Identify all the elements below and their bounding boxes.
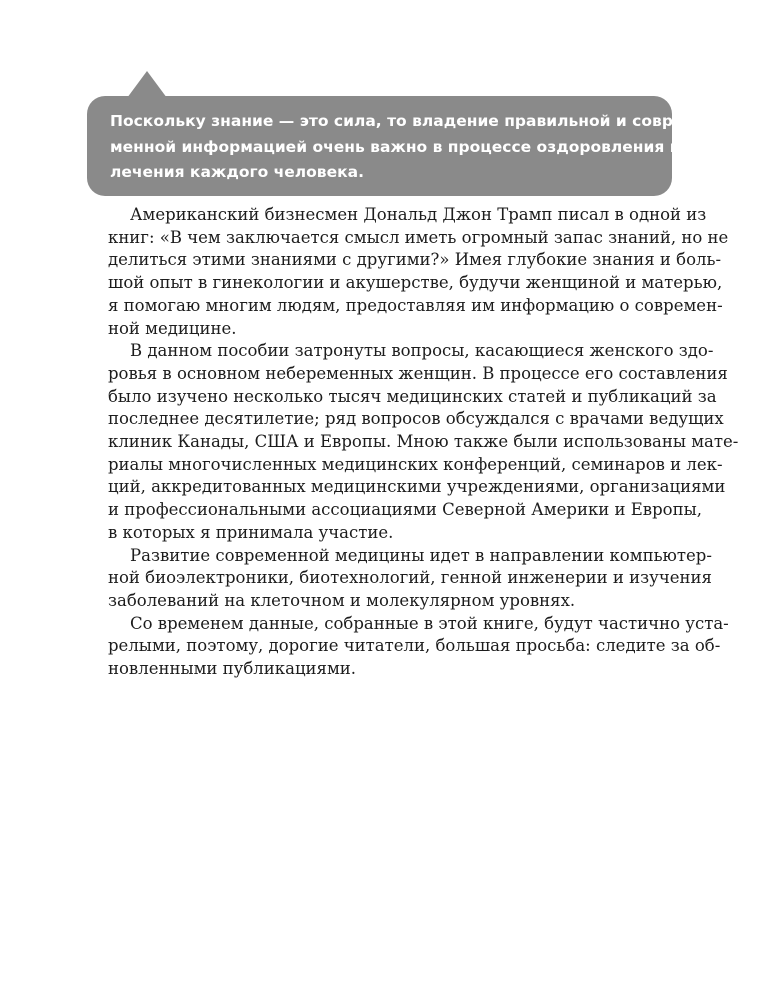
paragraph-1 [108, 204, 729, 340]
text-line: книг: «В чем заключается смысл иметь огромный запас знаний, но не [108, 227, 729, 247]
callout-line: менной информацией очень важно в процессе оздоровления и [110, 137, 681, 156]
paragraph-3 [108, 545, 712, 613]
text-line: релыми, поэтому, дорогие читатели, большая просьба: следите за об- [108, 636, 721, 656]
paragraph-4 [108, 613, 729, 681]
body-text [108, 204, 739, 681]
text-line: новленными публикациями. [108, 659, 357, 679]
text-line: ровья в основном небеременных женщин. В процессе его составления [108, 363, 728, 383]
text-line: риалы многочисленных медицинских конференций, семинаров и лек- [108, 454, 723, 474]
text-line: и профессиональными ассоциациями Северной Америки и Европы, [108, 500, 702, 520]
text-line: делиться этими знаниями с другими?» Имея глубокие знания и боль- [108, 250, 722, 270]
text-line: ной медицине. [108, 318, 237, 338]
text-line: я помогаю многим людям, предоставляя им информацию о современ- [108, 295, 723, 315]
callout-pointer [127, 71, 167, 98]
text-line: Со временем данные, собранные в этой книге, будут частично уста- [130, 613, 729, 633]
text-line: последнее десятилетие; ряд вопросов обсуждался с врачами ведущих [108, 409, 724, 429]
text-line: Развитие современной медицины идет в направлении компьютер- [130, 545, 712, 565]
text-line: ной биоэлектроники, биотехнологий, генной инженерии и изучения [108, 568, 712, 588]
text-line: клиник Канады, США и Европы. Мною также были использованы мате- [108, 432, 739, 452]
text-line: заболеваний на клеточном и молекулярном уровнях. [108, 590, 576, 610]
text-line: в которых я принимала участие. [108, 522, 394, 542]
callout-line: Поскольку знание — это сила, то владение правильной и совре- [110, 112, 690, 130]
callout-text [110, 109, 690, 186]
callout-box [87, 96, 690, 196]
text-line: В данном пособии затронуты вопросы, касающиеся женского здо- [130, 341, 714, 361]
text-line: было изучено несколько тысяч медицинских статей и публикаций за [108, 386, 717, 406]
paragraph-2 [108, 340, 739, 544]
callout-line: лечения каждого человека. [110, 163, 364, 181]
text-line: Американский бизнесмен Дональд Джон Трамп писал в одной из [130, 205, 707, 224]
text-line: шой опыт в гинекологии и акушерстве, будучи женщиной и матерью, [108, 273, 723, 293]
text-line: ций, аккредитованных медицинскими учреждениями, организациями [108, 477, 726, 497]
